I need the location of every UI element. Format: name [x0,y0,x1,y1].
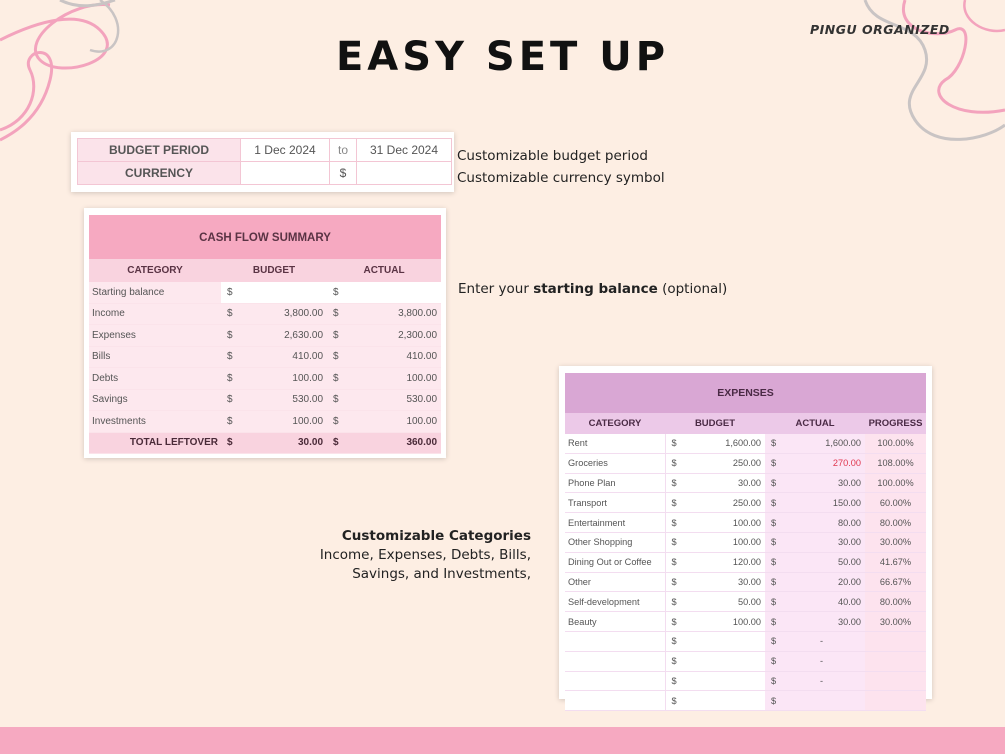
currency-cell: $ [665,532,679,552]
category-cell[interactable]: Self-development [565,592,665,612]
progress-cell: 60.00% [865,493,926,513]
category-cell[interactable]: Dining Out or Coffee [565,552,665,572]
budget-annotation [457,145,665,189]
budget-cell[interactable]: 100.00 [679,532,765,552]
annotation-categories-line1: Income, Expenses, Debts, Bills, [319,547,531,563]
budget-cell[interactable]: 2,630.00 [235,325,327,347]
cash-flow-title: CASH FLOW SUMMARY [89,215,441,259]
actual-cell[interactable]: 20.00 [779,572,865,592]
budget-cell[interactable]: 100.00 [235,411,327,433]
currency-cell: $ [665,691,679,711]
budget-cell[interactable]: 250.00 [679,493,765,513]
currency-cell: $ [327,325,341,347]
currency-cell: $ [765,592,779,612]
actual-cell[interactable]: 30.00 [779,612,865,632]
column-header-budget: BUDGET [221,259,327,282]
category-cell: Expenses [89,325,221,347]
currency-cell: $ [665,651,679,671]
currency-cell: $ [665,473,679,493]
currency-cell: $ [221,389,235,411]
table-row [89,346,441,368]
progress-cell: 108.00% [865,453,926,473]
total-budget-cell: 30.00 [235,432,327,454]
category-cell[interactable]: Groceries [565,453,665,473]
actual-cell[interactable]: 100.00 [341,411,441,433]
budget-cell[interactable]: 100.00 [679,612,765,632]
currency-cell: $ [221,346,235,368]
budget-cell[interactable] [679,671,765,691]
progress-cell: 30.00% [865,532,926,552]
currency-cell: $ [327,411,341,433]
currency-symbol-field[interactable]: $ [330,162,357,185]
expenses-card [559,366,932,706]
page-title: EASY SET UP [335,34,670,80]
annotation-balance-pre: Enter your [458,281,534,297]
currency-cell: $ [665,453,679,473]
category-cell[interactable] [565,651,665,671]
table-row [89,282,441,303]
category-cell[interactable]: Transport [565,493,665,513]
actual-cell[interactable]: 410.00 [341,346,441,368]
expenses-title: EXPENSES [565,373,926,413]
progress-cell: 80.00% [865,592,926,612]
category-cell: Debts [89,368,221,390]
table-row [565,631,926,651]
total-actual-cell: 360.00 [341,432,441,454]
progress-cell: 66.67% [865,572,926,592]
currency-cell: $ [665,612,679,632]
category-cell[interactable]: Other Shopping [565,532,665,552]
currency-cell: $ [221,282,235,303]
currency-cell: $ [221,325,235,347]
currency-cell: $ [765,532,779,552]
budget-cell[interactable]: 250.00 [679,453,765,473]
category-cell[interactable]: Beauty [565,612,665,632]
budget-cell[interactable]: 410.00 [235,346,327,368]
budget-cell[interactable] [679,691,765,711]
actual-cell[interactable] [341,282,441,303]
category-cell[interactable]: Phone Plan [565,473,665,493]
budget-period-to: to [330,139,357,162]
actual-cell[interactable]: 3,800.00 [341,303,441,325]
currency-cell: $ [221,303,235,325]
total-row [89,432,441,454]
actual-cell[interactable] [779,691,865,711]
budget-cell[interactable]: 120.00 [679,552,765,572]
currency-cell: $ [765,671,779,691]
budget-cell[interactable]: 30.00 [679,473,765,493]
budget-cell[interactable]: 30.00 [679,572,765,592]
category-cell: Bills [89,346,221,368]
categories-annotation [290,527,531,584]
actual-cell[interactable]: 1,600.00 [779,434,865,453]
table-row [565,592,926,612]
table-row [565,473,926,493]
progress-cell [865,631,926,651]
bottom-band [0,727,1005,754]
table-row [565,691,926,711]
budget-cell[interactable] [235,282,327,303]
category-cell: Income [89,303,221,325]
budget-cell[interactable]: 100.00 [679,513,765,533]
currency-cell: $ [765,453,779,473]
actual-cell[interactable]: 2,300.00 [341,325,441,347]
category-cell[interactable] [565,631,665,651]
currency-cell: $ [327,389,341,411]
table-row [565,493,926,513]
table-row [89,389,441,411]
column-header-progress: PROGRESS [865,413,926,434]
progress-cell [865,691,926,711]
column-header-actual: ACTUAL [327,259,441,282]
table-row [565,532,926,552]
category-cell[interactable]: Rent [565,434,665,453]
currency-cell: $ [665,572,679,592]
currency-cell: $ [665,434,679,453]
progress-cell: 100.00% [865,473,926,493]
starting-balance-annotation [458,278,727,300]
table-row [89,368,441,390]
budget-cell[interactable]: 1,600.00 [679,434,765,453]
annotation-budget-period: Customizable budget period [457,148,648,164]
table-row [89,325,441,347]
currency-cell: $ [665,493,679,513]
actual-cell[interactable]: - [779,631,865,651]
currency-cell: $ [327,346,341,368]
annotation-categories-line2: Savings, and Investments, [352,566,531,582]
budget-cell[interactable]: 50.00 [679,592,765,612]
currency-cell: $ [765,631,779,651]
budget-cell[interactable]: 530.00 [235,389,327,411]
brand-name: PINGU ORGANIZED [810,22,950,37]
progress-cell: 100.00% [865,434,926,453]
category-cell: Starting balance [89,282,221,303]
column-header-actual: ACTUAL [765,413,865,434]
column-header-budget: BUDGET [665,413,765,434]
currency-cell: $ [221,368,235,390]
budget-start-date[interactable]: 1 Dec 2024 [241,139,330,162]
progress-cell: 80.00% [865,513,926,533]
table-row [565,513,926,533]
actual-cell[interactable]: 150.00 [779,493,865,513]
budget-cell[interactable] [679,651,765,671]
cash-flow-summary-card [84,208,446,458]
currency-cell: $ [765,651,779,671]
budget-cell[interactable] [679,631,765,651]
currency-label: CURRENCY [78,162,241,185]
column-header-category: CATEGORY [565,413,665,434]
currency-cell: $ [221,411,235,433]
category-cell: Savings [89,389,221,411]
actual-cell[interactable]: 30.00 [779,532,865,552]
category-cell[interactable]: Other [565,572,665,592]
annotation-currency: Customizable currency symbol [457,170,665,186]
budget-end-date[interactable]: 31 Dec 2024 [357,139,452,162]
actual-cell[interactable]: - [779,651,865,671]
table-row [565,671,926,691]
currency-cell: $ [665,513,679,533]
column-header-category: CATEGORY [89,259,221,282]
annotation-balance-bold: starting balance [533,281,658,297]
budget-cell[interactable]: 3,800.00 [235,303,327,325]
progress-cell [865,651,926,671]
currency-cell: $ [765,612,779,632]
actual-cell[interactable]: 530.00 [341,389,441,411]
currency-cell: $ [665,631,679,651]
table-row [89,411,441,433]
table-row [565,651,926,671]
currency-cell: $ [665,592,679,612]
table-row [565,434,926,453]
category-cell[interactable] [565,691,665,711]
currency-cell: $ [327,303,341,325]
budget-period-label: BUDGET PERIOD [78,139,241,162]
currency-cell: $ [765,493,779,513]
currency-cell: $ [665,552,679,572]
currency-cell: $ [765,552,779,572]
budget-period-card [71,132,454,192]
currency-cell: $ [327,432,341,454]
actual-cell[interactable]: 80.00 [779,513,865,533]
annotation-categories-title: Customizable Categories [341,528,531,544]
currency-cell: $ [765,572,779,592]
currency-cell: $ [221,432,235,454]
currency-cell: $ [765,691,779,711]
actual-cell[interactable]: 50.00 [779,552,865,572]
category-cell[interactable]: Entertainment [565,513,665,533]
actual-cell[interactable]: - [779,671,865,691]
progress-cell [865,671,926,691]
currency-cell: $ [327,368,341,390]
table-row [565,552,926,572]
annotation-balance-post: (optional) [657,281,728,297]
actual-cell[interactable]: 270.00 [779,453,865,473]
currency-cell: $ [765,473,779,493]
expenses-table [565,413,926,711]
currency-cell: $ [327,282,341,303]
currency-cell: $ [765,434,779,453]
category-cell: Investments [89,411,221,433]
actual-cell[interactable]: 40.00 [779,592,865,612]
category-cell[interactable] [565,671,665,691]
actual-cell[interactable]: 100.00 [341,368,441,390]
cash-flow-table [89,259,441,454]
table-row [565,453,926,473]
table-row [565,572,926,592]
budget-cell[interactable]: 100.00 [235,368,327,390]
total-label: TOTAL LEFTOVER [89,432,221,454]
progress-cell: 41.67% [865,552,926,572]
table-row [89,303,441,325]
table-row [565,612,926,632]
currency-cell: $ [665,671,679,691]
currency-cell: $ [765,513,779,533]
progress-cell: 30.00% [865,612,926,632]
actual-cell[interactable]: 30.00 [779,473,865,493]
